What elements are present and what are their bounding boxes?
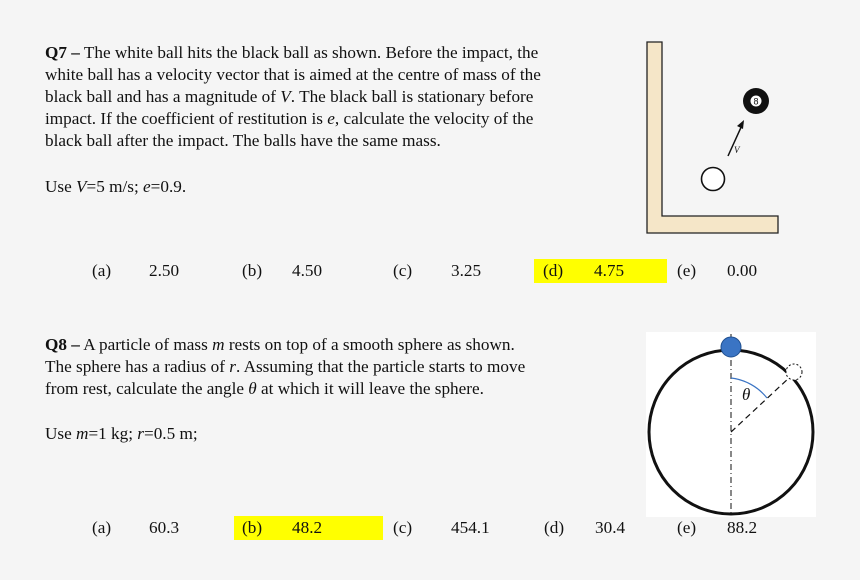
- q7-given-values: Use V=5 m/s; e=0.9.: [45, 177, 187, 196]
- q7-option-d-highlighted[interactable]: (d) 4.75: [534, 259, 667, 283]
- q8-option-d[interactable]: (d) 30.4: [544, 518, 626, 537]
- q7-line-3: black ball and has a magnitude of V. The black ball is stationary before: [45, 87, 534, 106]
- cushion-wall: [647, 42, 778, 233]
- angle-label: θ: [742, 385, 751, 404]
- q8-given-values: Use m=1 kg; r=0.5 m;: [45, 424, 198, 443]
- velocity-label: V: [734, 145, 740, 155]
- q7-option-a[interactable]: (a) 2.50: [92, 261, 180, 280]
- q8-option-a[interactable]: (a) 60.3: [92, 518, 180, 537]
- q8-line-2: The sphere has a radius of r. Assuming that the particle starts to move: [45, 357, 526, 376]
- q7-line-1: Q7 – The white ball hits the black ball as shown. Before the impact, the: [45, 43, 539, 62]
- q8-sphere-figure: [646, 332, 816, 517]
- q7-number: Q7 –: [45, 43, 80, 62]
- q7-line-4: impact. If the coefficient of restitution is e, calculate the velocity of the: [45, 109, 534, 128]
- q8-line-3: from rest, calculate the angle θ at which it will leave the sphere.: [45, 379, 484, 398]
- q8-line-1: Q8 – A particle of mass m rests on top of a smooth sphere as shown.: [45, 335, 515, 354]
- black-ball-number: 8: [753, 96, 759, 107]
- q8-option-c[interactable]: (c) 454.1: [393, 518, 490, 537]
- q7-option-c[interactable]: (c) 3.25: [393, 261, 482, 280]
- particle: [721, 337, 741, 357]
- q7-line-5: black ball after the impact. The balls have the same mass.: [45, 131, 441, 150]
- q8-option-b-highlighted[interactable]: (b) 48.2: [234, 516, 383, 540]
- q7-option-b[interactable]: (b) 4.50: [242, 261, 323, 280]
- particle-leaving-position: [786, 364, 802, 380]
- q8-question-text: [45, 334, 525, 400]
- q7-line-2: white ball has a velocity vector that is aimed at the centre of mass of the: [45, 65, 541, 84]
- q7-billiard-figure: [640, 38, 785, 238]
- velocity-arrowhead: [737, 120, 744, 129]
- q8-option-e[interactable]: (e) 88.2: [677, 518, 758, 537]
- q7-option-e[interactable]: (e) 0.00: [677, 261, 758, 280]
- white-ball: [702, 168, 725, 191]
- q7-question-text: [45, 42, 541, 152]
- q8-number: Q8 –: [45, 335, 80, 354]
